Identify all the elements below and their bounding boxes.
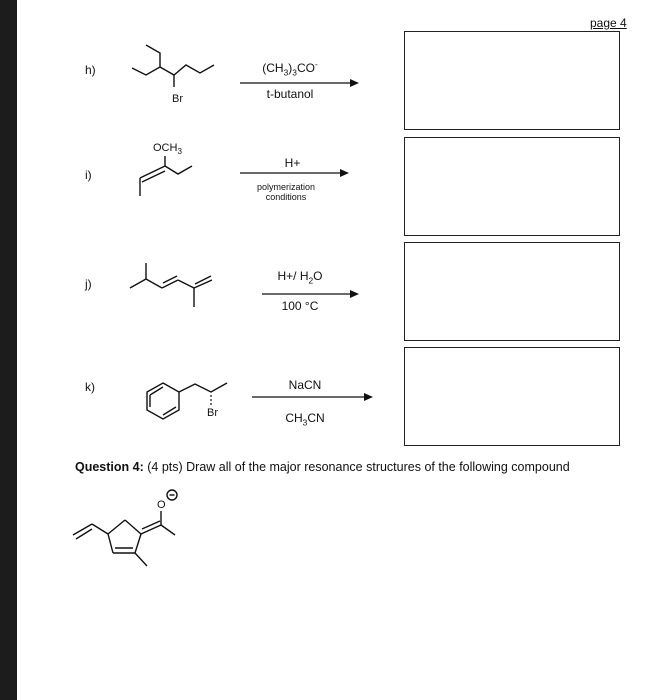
left-dark-border xyxy=(0,0,17,700)
reaction-j-answer-box[interactable] xyxy=(404,242,620,341)
question-4-title: Question 4: xyxy=(75,460,144,474)
reaction-k-substituent: Br xyxy=(207,407,218,419)
question-4-oxygen-atom: O xyxy=(157,499,166,511)
reaction-i-reagent-bottom-line2: conditions xyxy=(265,192,307,203)
reaction-k-substrate-structure xyxy=(135,365,245,425)
reaction-j-label: j) xyxy=(85,277,92,291)
reaction-k-reagent-top: NaCN xyxy=(288,378,322,392)
reaction-k-label: k) xyxy=(85,380,95,394)
question-4-text: (4 pts) Draw all of the major resonance structures of the following compound xyxy=(147,460,570,474)
reaction-h-reagent-bottom: t-butanol xyxy=(266,87,314,101)
reaction-j-reagent-bottom: 100 °C xyxy=(281,299,319,313)
page-number: page 4 xyxy=(590,16,627,30)
reaction-i-reagent-bottom-line1: polymerization xyxy=(256,182,316,192)
reaction-k-reagent-bottom: $CH_3CN$ xyxy=(285,411,325,428)
reaction-k-arrow xyxy=(252,390,377,408)
question-4-prompt xyxy=(75,460,570,474)
reaction-h-substituent: Br xyxy=(172,93,183,105)
reaction-h-label: h) xyxy=(85,63,96,77)
reaction-i-answer-box[interactable] xyxy=(404,137,620,236)
reaction-h-answer-box[interactable] xyxy=(404,31,620,130)
reaction-h-substrate-structure xyxy=(120,35,230,115)
reaction-j-substrate-structure xyxy=(120,255,230,320)
reaction-i-label: i) xyxy=(85,168,92,182)
reaction-h-reagent-top: $(CH_3)_3CO^-$ xyxy=(262,59,318,78)
reaction-i-substrate-structure xyxy=(120,136,230,206)
reaction-k-answer-box[interactable] xyxy=(404,347,620,446)
reaction-j-reagent-top: H+/ $H_2O$ xyxy=(277,269,323,286)
question-4-structure xyxy=(65,482,195,572)
reaction-i-substituent: $OCH_3$ xyxy=(153,142,182,156)
reaction-i-reagent-top: H+ xyxy=(284,156,301,170)
reaction-i-reagent-bottom xyxy=(240,182,332,203)
